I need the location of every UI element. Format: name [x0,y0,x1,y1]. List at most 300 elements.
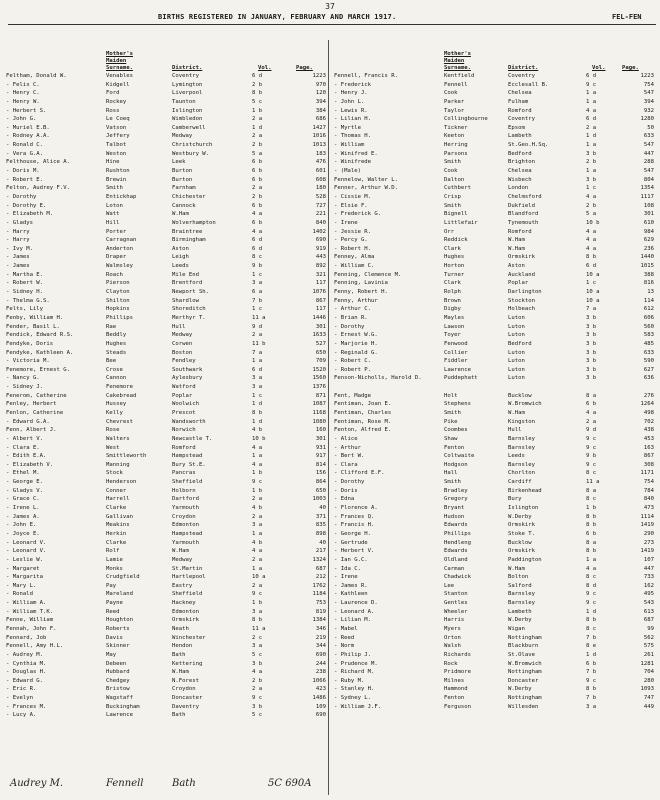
entry-district: Paddington [508,556,542,563]
entry-volume: 7 a [586,306,597,313]
entry-page: 447 [643,565,654,572]
entry-name: - Irene [334,219,358,226]
table-row [334,556,656,565]
entry-name: - Rodney A.A. [6,133,50,140]
entry-volume: 7 b [586,695,597,702]
entry-maiden-surname: Orton [444,634,461,641]
entry-volume: 10 a [252,574,266,581]
table-row [6,530,328,539]
table-row [6,132,328,141]
table-row [6,703,328,712]
entry-district: Sheffield [172,591,203,598]
entry-maiden-surname: Smith [444,202,461,209]
entry-district: Yarmouth [172,505,199,512]
table-row [6,513,328,522]
table-row [334,323,656,332]
entry-volume: 2 a [252,556,263,563]
entry-volume: 3 b [252,660,263,667]
entry-volume: 8 a [586,392,597,399]
entry-district: Coventry [508,116,535,123]
entry-district: Leeds [172,263,189,270]
table-row [334,513,656,522]
entry-page: 1427 [312,124,326,131]
entry-name: - Marjorie H. [334,340,378,347]
entry-district: Luton [508,366,525,373]
table-row [334,625,656,634]
entry-district: Fulham [508,98,529,105]
entry-name: - Reed [334,634,355,641]
entry-maiden-surname: Fenemore [106,384,133,391]
entry-maiden-surname: Lawrence [106,712,133,719]
table-row [334,469,656,478]
entry-volume: 1 b [586,505,597,512]
entry-volume: 2 a [252,116,263,123]
table-row [6,599,328,608]
entry-name: - Dorothy [334,323,365,330]
entry-maiden-surname: Hubbard [106,669,130,676]
table-row [6,642,328,651]
entry-volume: 1 a [586,142,597,149]
entry-district: W.Ham [508,565,525,572]
entry-maiden-surname: Hammond [444,686,468,693]
entry-name: - Laurence D. [334,600,378,607]
entry-page: 690 [315,712,326,719]
table-row [6,444,328,453]
entry-page: 212 [315,574,326,581]
entry-page: 1093 [640,686,654,693]
entry-maiden-surname: Cook [444,168,458,175]
entry-maiden-surname: Richards [444,651,471,658]
table-row [6,167,328,176]
entry-district: Leeds [508,453,525,460]
entry-district: Nottingham [508,634,542,641]
entry-district: Bucklow [508,392,532,399]
entry-maiden-surname: Herring [444,142,468,149]
entry-name: - Leonard A. [334,608,375,615]
table-row [6,331,328,340]
entry-volume: 3 b [586,176,597,183]
entry-district: Yarmouth [172,539,199,546]
entry-district: Westbury W. [172,150,210,157]
entry-name: - Clifford E.F. [334,470,385,477]
entry-page: 547 [643,168,654,175]
entry-volume: 2 a [252,133,263,140]
entry-name: Fenton, Alfred E. [334,427,392,434]
entry-page: 280 [643,677,654,684]
entry-name: - Elsie F. [334,202,368,209]
table-row [6,668,328,677]
entry-district: Ecclesall B. [508,81,549,88]
entry-name: Fentiman, Rose M. [334,418,392,425]
entry-volume: 4 a [586,237,597,244]
table-row [334,547,656,556]
entry-name: - Ian G.C. [334,556,368,563]
entry-district: Birmingham [172,237,206,244]
entry-maiden-surname: Chevrest [106,418,133,425]
entry-district: Leek [172,159,186,166]
entry-name: - Bert W. [334,453,365,460]
entry-name: Fenerom, Catherine [6,392,67,399]
entry-page: 180 [315,185,326,192]
entry-district: Neath [172,626,189,632]
entry-district: Hartlepool [172,574,206,581]
entry-name: - William J.F. [334,703,382,710]
entry-name: - William A. [6,600,47,607]
entry-page: 301 [315,435,326,442]
entry-district: Brentford [172,280,203,287]
entry-district: Shoreditch [172,306,206,313]
entry-page: 308 [643,461,654,468]
entry-district: Epsom [508,124,525,131]
entry-name: - John L. [334,98,365,105]
entry-district: Birkenhead [508,487,542,494]
entry-maiden-surname: Hussey [106,401,127,408]
entry-district: Merthyr T. [172,314,206,321]
table-row [6,711,328,720]
table-row [6,349,328,358]
entry-maiden-surname: Vatson [106,124,127,131]
entry-volume: 3 a [252,280,263,287]
entry-maiden-surname: Smith [444,479,461,486]
entry-volume: 8 c [586,496,597,503]
entry-volume: 9 d [252,323,263,330]
table-row [6,452,328,461]
entry-maiden-surname: Harrell [106,496,130,503]
entry-volume: 2 c [252,634,263,641]
table-row [6,616,328,625]
entry-maiden-surname: May [106,651,117,658]
table-row [334,262,656,271]
table-row [334,565,656,574]
entry-maiden-surname: Clark [444,245,461,252]
entry-volume: 6 b [586,401,597,408]
entry-volume: 9 c [586,444,597,451]
entry-maiden-surname: Walsh [444,643,461,650]
entry-district: W.Ham [172,669,189,676]
entry-maiden-surname: Conner [106,487,127,494]
entry-district: Medway [172,133,193,140]
entry-maiden-surname: Hopkins [106,306,130,313]
entry-district: Watford [172,384,196,391]
table-row [334,314,656,323]
left-column-header [6,44,328,72]
entry-maiden-surname: Kelly [106,409,123,416]
entry-volume: 4 a [586,409,597,416]
entry-page: 217 [315,548,326,555]
entry-volume: 6 d [586,116,597,123]
entry-district: Nottingham [508,669,542,676]
entry-maiden-surname: Fiddler [444,358,468,365]
table-row [334,81,656,90]
entry-volume: 5 c [252,651,263,658]
table-row [6,625,328,634]
entry-page: 753 [315,600,326,607]
entry-volume: 6 d [252,73,263,79]
entry-district: Southwark [172,366,203,373]
entry-district: Doncaster [172,695,203,702]
entry-maiden-surname: Hill [106,219,120,226]
entry-maiden-surname: Horton [444,263,465,270]
entry-name: - Edith E.A. [6,453,47,460]
entry-maiden-surname: Lawson [444,323,465,330]
entry-volume: 3 b [586,323,597,330]
entry-volume: 8 e [586,643,597,650]
entry-name: - Sidney J. [6,384,44,391]
entry-page: 107 [643,556,654,563]
entry-district: Croydon [172,513,196,520]
entry-district: Burton [172,176,193,183]
entry-maiden-surname: Ford [106,90,120,97]
entry-maiden-surname: Le Coeq [106,116,130,123]
entry-district: Barnsley [508,444,535,451]
table-row [334,573,656,582]
entry-district: Holbeach [508,306,535,313]
entry-maiden-surname: Chadwick [444,574,471,581]
table-row [334,608,656,617]
entry-page: 1520 [312,366,326,373]
entry-name: - Edward G.A. [6,418,50,425]
entry-name: - Doris [334,487,358,494]
entry-district: Croydon [172,686,196,693]
entry-district: Romford [172,444,196,451]
entry-district: Taunton [172,98,196,105]
entry-maiden-surname: Clayton [106,289,130,296]
table-row [334,245,656,254]
entry-maiden-surname: Hall [444,470,458,477]
entry-page: 1087 [312,401,326,408]
entry-maiden-surname: Cakebread [106,392,137,399]
entry-maiden-surname: Watt [106,211,120,218]
entry-page: 301 [315,323,326,330]
table-row [6,107,328,116]
table-row [6,418,328,427]
entry-maiden-surname: Keeton [444,133,465,140]
table-row [6,685,328,694]
entry-volume: 1 c [586,280,597,287]
entry-volume: 1 b [252,487,263,494]
entry-page: 636 [643,375,654,382]
entry-page: 1080 [312,418,326,425]
entry-volume: 1 a [586,90,597,97]
entry-page: 40 [319,539,326,546]
entry-district: Bath [172,651,186,658]
entry-volume: 4 a [252,461,263,468]
entry-maiden-surname: Brewin [106,176,127,183]
entry-page: 476 [315,159,326,166]
entry-page: 867 [643,453,654,460]
table-row [334,642,656,651]
entry-maiden-surname: Edwards [444,522,468,529]
table-row [334,98,656,107]
entry-volume: 8 b [252,90,263,97]
entry-page: 120 [315,90,326,97]
handwritten-entry [6,778,328,796]
entry-volume: 8 b [586,254,597,261]
entry-district: Stoke T. [508,530,535,537]
entry-district: Camberwell [172,124,206,131]
entry-district: Dukfield [508,202,535,209]
entry-volume: 8 a [586,539,597,546]
table-row [6,89,328,98]
entry-maiden-surname: Edwards [444,548,468,555]
entry-name: - Edward G. [6,677,44,684]
table-row [6,426,328,435]
entry-page: 50 [647,124,654,131]
entry-volume: 9 d [586,427,597,434]
entry-maiden-surname: Herkin [106,530,127,537]
entry-name: Fenemore, Ernest G. [6,366,70,373]
entry-name: Fenny, Robert H. [334,289,388,296]
entry-page: 346 [315,626,326,632]
entry-district: Leigh [172,254,189,261]
entry-district: Kettering [172,660,203,667]
entry-volume: 3 a [586,703,597,710]
entry-name: - Felix C. [6,81,40,88]
entry-maiden-surname: Buckingham [106,703,140,710]
table-row [6,81,328,90]
table-row [6,504,328,513]
entry-name: - Douglas H. [6,669,47,676]
entry-name: - Leslie W. [6,556,44,563]
entry-district: Pancras [172,470,196,477]
entry-maiden-surname: Pay [106,582,117,589]
entry-district: St.Geo.H.Sq. [508,142,549,149]
entry-page: 453 [643,435,654,442]
table-row [6,634,328,643]
entry-district: Ormskirk [508,254,535,261]
entry-page: 898 [315,530,326,537]
entry-page: 219 [315,634,326,641]
entry-maiden-surname: Houghton [106,617,133,624]
entry-maiden-surname: Puddephatt [444,375,478,382]
entry-name: - Ivy M. [6,245,33,252]
index-code: FEL-FEN [612,13,642,21]
table-row [6,72,328,81]
entry-volume: 2 a [252,513,263,520]
table-row [334,228,656,237]
entry-district: Chelmsford [508,193,542,200]
entry-page: 627 [643,366,654,373]
entry-volume: 2 a [586,124,597,131]
entry-volume: 1 a [252,530,263,537]
page-title: BIRTHS REGISTERED IN JANUARY, FEBRUARY AND MARCH 1917. [158,13,397,21]
entry-page: 867 [315,297,326,304]
entry-name: - Grace C. [6,496,40,503]
entry-name: Fendyke, Doris [6,340,54,347]
entry-maiden-surname: Bee [106,358,117,365]
maiden-header: Mother's Maiden Surname. [106,51,133,71]
entry-district: Hampstead [172,453,203,460]
entry-volume: 7 b [586,634,597,641]
entry-district: Luton [508,358,525,365]
table-row [6,487,328,496]
entry-maiden-surname: Phillips [106,314,133,321]
table-row [6,590,328,599]
entry-district: Romford [508,228,532,235]
table-row [6,210,328,219]
entry-page: 1171 [640,470,654,477]
entry-name: Fenby, William H. [6,314,64,321]
entry-maiden-surname: Cannon [106,375,127,382]
entry-page: 183 [315,150,326,157]
entry-page: 840 [643,496,654,503]
entry-maiden-surname: Rock [444,660,458,667]
entry-volume: 2 b [252,677,263,684]
entry-page: 1376 [312,384,326,391]
entry-maiden-surname: Talbot [106,142,127,149]
entry-page: 394 [315,98,326,105]
entry-maiden-surname: Hendleng [444,539,471,546]
entry-page: 687 [643,617,654,624]
table-row [6,98,328,107]
entry-volume: 8 c [586,470,597,477]
entry-name: - Jessie R. [334,228,372,235]
entry-page: 290 [643,530,654,537]
entry-district: Hackney [172,600,196,607]
entry-volume: 2 a [586,418,597,425]
entry-district: Hampstead [172,530,203,537]
entry-name: Fentiman, Charles [334,409,392,416]
table-row [6,469,328,478]
entry-maiden-surname: Collier [444,349,468,356]
entry-volume: 1 c [252,392,263,399]
entry-page: 473 [643,505,654,512]
entry-volume: 1 d [252,401,263,408]
entry-district: W.Ham [508,409,525,416]
entry-maiden-surname: Parker [444,98,465,105]
entry-maiden-surname: Hughes [444,254,465,261]
entry-name: - Lilian H. [334,116,372,123]
entry-volume: 4 a [252,669,263,676]
entry-name: - Ruby M. [334,677,365,684]
entry-page: 687 [315,565,326,572]
entry-volume: 9 c [252,591,263,598]
entry-page: 394 [643,98,654,105]
entry-volume: 3 a [252,384,263,391]
entry-volume: 10 b [252,435,266,442]
entry-volume: 9 c [586,81,597,88]
entry-maiden-surname: Crudgfield [106,574,140,581]
table-row [334,124,656,133]
entry-name: Fenne, William [6,617,54,624]
entry-maiden-surname: Gallivan [106,513,133,520]
table-row [334,426,656,435]
entry-volume: 2 b [252,81,263,88]
entry-name: Fenn, Albert J. [6,427,57,434]
entry-volume: 3 b [586,349,597,356]
entry-maiden-surname: Stock [106,470,123,477]
entry-district: Bedford [508,340,532,347]
entry-name: - Dorothy [6,193,37,200]
entry-volume: 6 d [252,245,263,252]
entry-district: Chichester [172,193,206,200]
entry-district: Norwich [172,427,196,434]
header-rule [8,24,656,25]
entry-name: - Arthur C. [334,306,372,313]
entry-volume: 2 b [586,202,597,209]
table-row [334,418,656,427]
entry-maiden-surname: Orr [444,228,455,235]
entry-page: 423 [315,686,326,693]
entry-district: Braintree [172,228,203,235]
entry-name: - Ernest W.G. [334,332,378,339]
entry-page: 162 [643,582,654,589]
entry-name: - Ethel M. [6,470,40,477]
entry-maiden-surname: Wagstaff [106,695,133,702]
entry-district: Mile End [172,271,199,278]
entry-page: 273 [643,539,654,546]
entry-maiden-surname: Skinner [106,643,130,650]
